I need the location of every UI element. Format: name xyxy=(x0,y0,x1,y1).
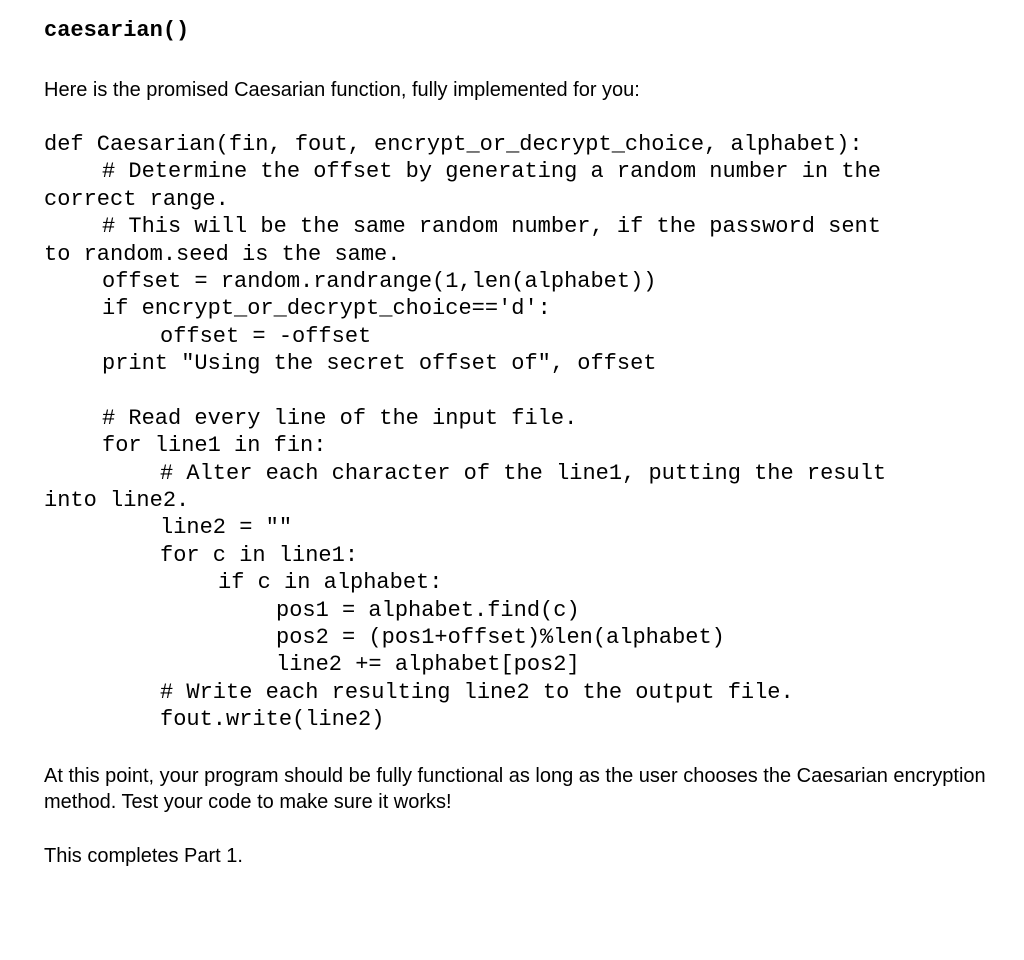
code-line: fout.write(line2) xyxy=(160,707,385,733)
code-line: line2 += alphabet[pos2] xyxy=(276,652,580,678)
code-line: line2 = "" xyxy=(160,515,293,541)
code-line: for c in line1: xyxy=(160,542,359,568)
code-line: print "Using the secret offset of", offset xyxy=(102,351,657,377)
code-line: # Write each resulting line2 to the output file. xyxy=(160,679,794,705)
code-line: # Alter each character of the line1, putting the result xyxy=(160,460,887,486)
code-line: for line1 in fin: xyxy=(102,433,327,459)
code-line: pos2 = (pos1+offset)%len(alphabet) xyxy=(276,625,725,651)
code-block xyxy=(44,131,984,734)
code-line: if c in alphabet: xyxy=(218,570,443,596)
function-heading: caesarian() xyxy=(44,18,190,43)
code-line: to random.seed is the same. xyxy=(44,241,401,267)
code-line: if encrypt_or_decrypt_choice=='d': xyxy=(102,296,551,322)
intro-paragraph: Here is the promised Caesarian function, fully implemented for you: xyxy=(44,79,640,101)
code-line: def Caesarian(fin, fout, encrypt_or_decrypt_choice, alphabet): xyxy=(44,132,863,157)
code-line xyxy=(44,378,984,405)
code-line: offset = random.randrange(1,len(alphabet)) xyxy=(102,268,657,294)
completion-note: This completes Part 1. xyxy=(44,845,243,867)
code-line: # Determine the offset by generating a random number in the xyxy=(102,159,881,185)
code-line: # This will be the same random number, if the password sent xyxy=(102,214,881,240)
code-line: pos1 = alphabet.find(c) xyxy=(276,597,580,623)
code-line: offset = -offset xyxy=(160,323,372,349)
code-line: into line2. xyxy=(44,488,190,514)
code-line: # Read every line of the input file. xyxy=(102,405,578,431)
closing-paragraph: At this point, your program should be fully functional as long as the user chooses the Caesarian encryption method. Test your code to make sure it works! xyxy=(44,765,986,813)
code-line: correct range. xyxy=(44,186,229,212)
